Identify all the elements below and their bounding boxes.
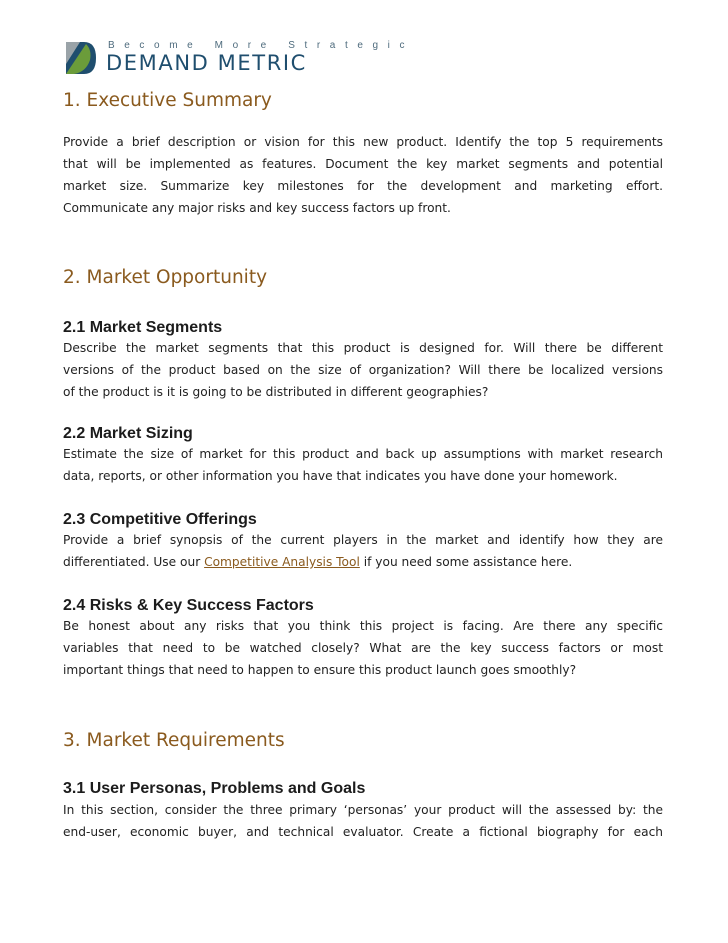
risks-success-factors-text: Be honest about any risks that you think this project is facing. Are there any specific variables that need to be watched closely? What are the key success factors or most important things that need to happen to ensure this product launch goes smoothly? [63,619,663,677]
market-segments-text: Describe the market segments that this product is designed for. Will there be different versions of the product based on the size of organization? Will there be localized versions of the product is it is going to be distributed in different geographies? [63,341,663,399]
logo-mark-icon [64,40,98,76]
heading-market-segments: 2.1 Market Segments [63,319,223,336]
executive-summary-text: Provide a brief description or vision for this new product. Identify the top 5 requirements that will be implemented as features. Document the key market segments and potential market size. Summarize key milestones for the development and marketing effort. Communicate any major risks and key success factors up front. [63,135,663,215]
heading-market-requirements: 3. Market Requirements [63,730,285,751]
market-sizing-text: Estimate the size of market for this product and back up assumptions with market research data, reports, or other information you have that indicates you have done your homework. [63,447,663,483]
competitive-offerings-text: Provide a brief synopsis of the current players in the market and identify how they are differentiated. Use our Competitive Analysis Tool if you need some assistance here. [63,533,663,569]
heading-market-sizing: 2.2 Market Sizing [63,425,193,442]
heading-executive-summary: 1. Executive Summary [63,90,272,111]
logo-name: DEMAND METRIC [106,51,307,75]
heading-competitive-offerings: 2.3 Competitive Offerings [63,511,257,528]
heading-risks-success-factors: 2.4 Risks & Key Success Factors [63,597,314,614]
user-personas-text: In this section, consider the three primary ‘personas’ your product will the assessed by: the end-user, economic buyer, and technical evaluator. Create a fictional biography for each [63,803,663,839]
logo-tagline: Become More Strategic [108,40,415,51]
heading-user-personas: 3.1 User Personas, Problems and Goals [63,780,366,797]
heading-market-opportunity: 2. Market Opportunity [63,267,268,288]
demand-metric-logo [64,38,415,78]
competitive-analysis-tool-link[interactable]: Competitive Analysis Tool [204,554,360,569]
